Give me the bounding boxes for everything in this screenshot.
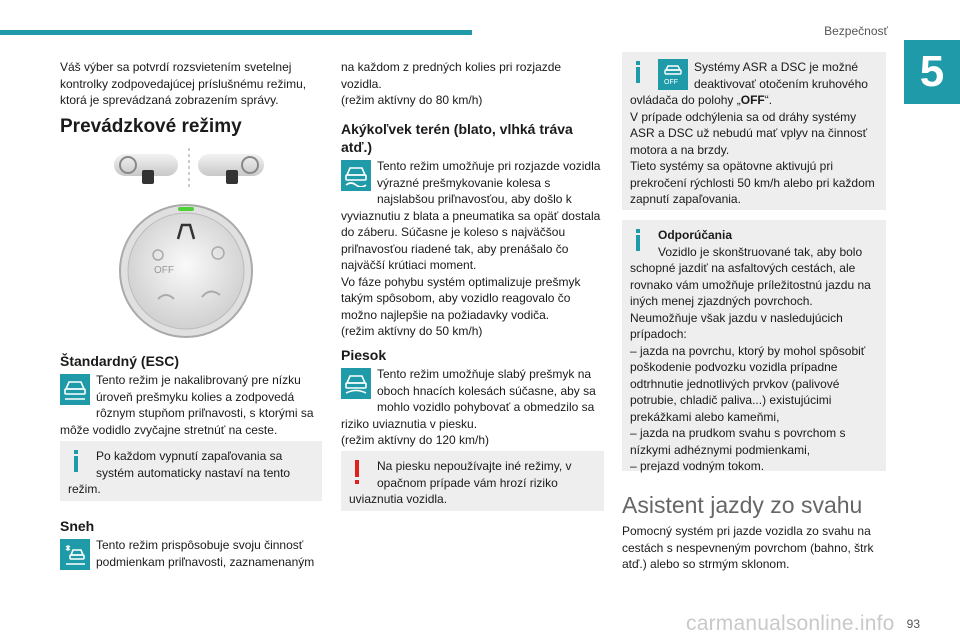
warning-icon bbox=[351, 460, 365, 484]
sand-warning-note: Na piesku nepoužívajte iné režimy, v opačnom prípade vám hrozí riziko uviaznutia vozidla. bbox=[341, 451, 604, 511]
off-mode-icon bbox=[658, 59, 688, 90]
esc-info-note: Po každom vypnutí zapaľovania sa systém automaticky nastaví na tento režim. bbox=[60, 441, 322, 501]
heading-operating-modes: Prevádzkové režimy bbox=[60, 116, 242, 137]
snow-mode-icon bbox=[60, 539, 90, 570]
intro-paragraph: Váš výber sa potvrdí rozsvietením svetelnej kontrolky zodpovedajúcej príslušnému režimu, ktorá je sprevádzaná zobrazením správy. bbox=[60, 60, 307, 107]
heading-snow: Sneh bbox=[60, 518, 95, 534]
snow-continued-paragraph: na každom z predných kolies pri rozjazde vozidla. (režim aktívny do 80 km/h) bbox=[341, 60, 562, 107]
recommendations-note: Odporúčania Vozidlo je skonštruované tak, aby bolo schopné jazdiť na asfaltových cestách, ale rovnako vám umožňuje príležitostnú jazdu na iných menej zjazdných povrchoch. Neumožňuje však jazdu v nasledujúcich prípadoch: – jazda na povrchu, ktorý by mohol spôsobiť poškodenie podvozku vozidla prípadne odtrhnutie jednotlivých prvkov (palivové potrubie, chladič paliva...) existujúcimi prekážkami alebo kameňmi, – jazda na prudkom svahu s povrchom s nízkymi adhéznymi podmienkami, – prejazd vodným tokom. bbox=[622, 220, 886, 471]
mode-mud-description: Tento režim umožňuje pri rozjazde vozidla výrazné prešmykovanie kolesa s najslabšou priľnavosťou, aby došlo k vyviaznutiu z blata a pneumatika sa opäť dostala do záberu. Súčasne je koleso s najväčšou priľnavosťou riadené tak, aby prenášalo čo najväčší krútiaci moment. Vo fáze pohybu systém optimalizuje prešmyk takým spôsobom, aby vozidlo reagovalo čo možno najlepšie na požiadavky vodiča. (režim aktívny do 50 km/h) bbox=[341, 159, 601, 338]
mud-mode-icon bbox=[341, 160, 371, 191]
heading-hill-descent-assist: Asistent jazdy zo svahu bbox=[622, 492, 863, 518]
heading-all-terrain: Akýkoľvek terén (blato, vlhká tráva atď.) bbox=[341, 121, 573, 155]
header-accent-bar bbox=[0, 30, 472, 35]
svg-text:OFF: OFF bbox=[154, 265, 174, 276]
section-title: Bezpečnosť bbox=[824, 24, 888, 38]
info-icon bbox=[70, 450, 84, 472]
info-icon bbox=[632, 229, 646, 251]
page-number: 93 bbox=[906, 617, 920, 631]
drive-mode-indicator-lamps-figure bbox=[114, 146, 266, 190]
heading-standard-esc: Štandardný (ESC) bbox=[60, 353, 180, 369]
watermark-text: carmanualsonline.info bbox=[686, 612, 895, 635]
svg-text:OFF: OFF bbox=[664, 78, 678, 86]
mode-sand-description: Tento režim umožňuje slabý prešmyk na oboch hnacích kolesách súčasne, aby sa mohlo vozidlo pohybovať a obmedzilo sa riziko uviaznutia v piesku. (režim aktívny do 120 km/h) bbox=[341, 367, 596, 447]
heading-sand: Piesok bbox=[341, 347, 387, 363]
sand-mode-icon bbox=[341, 368, 371, 399]
info-icon bbox=[632, 61, 646, 83]
chapter-tab: 5 bbox=[904, 40, 960, 104]
mode-standard-description: Tento režim je nakalibrovaný pre nízku úroveň prešmyku kolies a zodpovedá rôznym stupňom priľnavosti, s ktorými sa môže vodidlo zvyčajne stretnúť na ceste. bbox=[60, 373, 314, 437]
standard-mode-icon bbox=[60, 374, 90, 405]
hill-descent-paragraph: Pomocný systém pri jazde vozidla zo svahu na cestách s nespevneným povrchom (bahno, štrk atď.) alebo so strmým sklonom. bbox=[622, 524, 874, 571]
off-mode-info-note: OFF Systémy ASR a DSC je možné deaktivovať otočením kruhového ovládača do polohy „OFF“. V prípade odchýlenia sa od dráhy systémy ASR a DSC už nebudú mať vplyv na činnosť motora a na brzdy. Tieto systémy sa opätovne aktivujú pri prekročení rýchlosti 50 km/h alebo pri každom zapnutí zapaľovania. bbox=[622, 52, 886, 210]
drive-mode-rotary-dial-figure bbox=[118, 203, 254, 339]
mode-snow-description: Tento režim prispôsobuje svoju činnosť podmienkam priľnavosti, zaznamenaným bbox=[60, 537, 322, 572]
